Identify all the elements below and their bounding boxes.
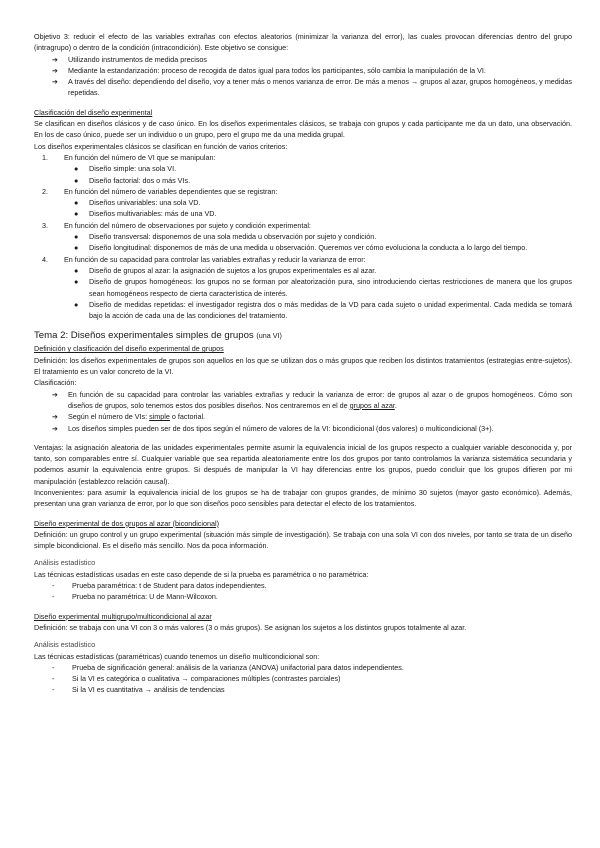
list-item: ➔ En función de su capacidad para controlar las variables extrañas y reducir la varianza de error: de grupos al azar o de grupos homogéneos. Cómo son diseños de grupos, solo tenemos estos dos posibles diseños. Nos centraremos en el de grupos al azar. — [52, 389, 572, 410]
list-item: 4. En función de su capacidad para controlar las variables extrañas y reducir la varianza de error: — [42, 254, 366, 264]
list-item: ● Diseño de grupos al azar: la asignación de sujetos a los grupos experimentales es al azar. — [74, 265, 377, 275]
bullet-icon: ● — [74, 198, 79, 208]
paragraph: Definición: un grupo control y un grupo experimental (situación más simple de investigación). Se trabaja con una sola VI con dos niveles, por tanto se trata de un diseño simple bicondicional. Es el diseño más sencillo. Nos da poca información. — [34, 529, 572, 551]
list-item: ● Diseño simple: una sola VI. — [74, 164, 177, 174]
bullet-icon: ● — [74, 164, 79, 174]
list-item: ➔ A través del diseño: dependiendo del diseño, voy a tener más o menos varianza de error. De más a menos → grupos al azar, grupos homogéneos, y medidas repetidas. — [52, 77, 572, 98]
list-item: - Prueba de significación general: análisis de la varianza (ANOVA) unifactorial para datos independientes. — [52, 662, 404, 672]
list-item: - Si la VI es cuantitativa → análisis de tendencias — [52, 685, 225, 695]
list-item: ● Diseño transversal: disponemos de una sola medida u observación por sujeto y condición. — [74, 232, 377, 242]
dash-icon: - — [52, 592, 55, 602]
section-heading: Clasificación del diseño experimental — [34, 107, 153, 117]
list-item: ● Diseño factorial: dos o más VIs. — [74, 175, 191, 185]
bullet-icon: ● — [74, 232, 79, 242]
paragraph: Definición: se trabaja con una VI con 3 o más valores (3 o más grupos). Se asignan los sujetos a los distintos grupos totalmente al azar. — [34, 622, 467, 632]
subsection-heading: Análisis estadístico — [34, 640, 96, 650]
dash-icon: - — [52, 662, 55, 672]
section-heading: Diseño experimental multigrupo/multicondicional al azar — [34, 611, 212, 621]
list-item: ● Diseño de grupos homogéneos: los grupos no se forman por aleatorización pura, sino introduciendo ciertas restricciones de manera que los grupos sean homogéneos respecto de cierta característica de interés. — [74, 277, 572, 298]
bullet-icon: ● — [74, 277, 79, 287]
dash-icon: - — [52, 685, 55, 695]
list-item: ● Diseños multivariables: más de una VD. — [74, 209, 217, 219]
dash-icon: - — [52, 581, 55, 591]
arrow-icon: ➔ — [52, 412, 59, 422]
section-heading: Diseño experimental de dos grupos al azar (bicondicional) — [34, 518, 219, 528]
bullet-icon: ● — [74, 209, 79, 219]
list-item: ➔ Utilizando instrumentos de medida precisos — [52, 54, 208, 64]
list-item: - Si la VI es categórica o cualitativa → comparaciones múltiples (contrastes parciales) — [52, 674, 341, 684]
bullet-icon: ● — [74, 175, 79, 185]
paragraph: Las técnicas estadísticas usadas en este caso depende de si la prueba es paramétrica o no paramétrica: — [34, 569, 369, 579]
list-item: ● Diseño longitudinal: disponemos de más de una medida u observación. Queremos ver cómo evoluciona la conducta a lo largo del tiempo. — [74, 243, 528, 253]
list-item: - Prueba no paramétrica: U de Mann-Wilcoxon. — [52, 592, 218, 602]
arrow-icon: ➔ — [52, 423, 59, 433]
bullet-icon: ● — [74, 243, 79, 253]
arrow-icon: ➔ — [52, 77, 59, 87]
list-item: 2. En función del número de variables dependientes que se registran: — [42, 186, 278, 196]
chapter-title: Tema 2: Diseños experimentales simples de grupos (una VI) — [34, 330, 282, 342]
list-item: ➔ Los diseños simples pueden ser de dos tipos según el número de valores de la VI: bicondicional (dos valores) o multicondicional (3+). — [52, 423, 494, 433]
list-item: ● Diseño de medidas repetidas: el investigador registra dos o más medidas de la VD para cada sujeto o unidad experimental. Cada medida se tomará bajo la acción de cada una de las condiciones del tratamiento. — [74, 299, 572, 321]
document-page — [34, 31, 572, 696]
paragraph: Definición: los diseños experimentales de grupos son aquellos en los que se utilizan dos o más grupos que reciben los distintos tratamientos (estrategias entre-sujetos). El tratamiento es un valor concreto de la VI. — [34, 355, 572, 377]
paragraph: Los diseños experimentales clásicos se clasifican en función de varios criterios: — [34, 141, 288, 151]
dash-icon: - — [52, 674, 55, 684]
list-item: ➔ Mediante la estandarización: proceso de recogida de datos igual para todos los participantes, sólo cambia la manipulación de la VI. — [52, 65, 486, 75]
bullet-icon: ● — [74, 299, 79, 309]
list-item: - Prueba paramétrica: t de Student para datos independientes. — [52, 581, 267, 591]
arrow-icon: ➔ — [52, 389, 59, 399]
label: Clasificación: — [34, 378, 77, 388]
subsection-heading: Análisis estadístico — [34, 558, 96, 568]
objetivo3-paragraph: Objetivo 3: reducir el efecto de las variables extrañas con efectos aleatorios (minimizar la varianza del error), las cuales provocan diferencias dentro del grupo (intragrupo) o dentro de la condición (intracondición). Este objetivo se consigue: — [34, 32, 572, 53]
list-item: 1. En función del número de VI que se manipulan: — [42, 152, 216, 162]
paragraph: Las técnicas estadísticas (paramétricas) cuando tenemos un diseño multicondicional son: — [34, 651, 320, 661]
list-item: ➔ Según el número de VIs: simple o factorial. — [52, 412, 206, 422]
bullet-icon: ● — [74, 265, 79, 275]
list-item: ● Diseños univariables: una sola VD. — [74, 198, 201, 208]
list-item: 3. En función del número de observaciones por sujeto y condición experimental: — [42, 220, 311, 230]
arrow-icon: ➔ — [52, 54, 59, 64]
arrow-icon: ➔ — [52, 65, 59, 75]
paragraph: Inconvenientes: para asumir la equivalencia inicial de los grupos se ha de trabajar con grupos grandes, de mínimo 30 sujetos (mayor gasto económico). Además, presentan una gran varianza de error, por lo que son diseños poco sensibles para detectar el efecto de los tratamientos. — [34, 487, 572, 509]
paragraph: Ventajas: la asignación aleatoria de las unidades experimentales permite asumir la equivalencia inicial de los grupos respecto a cualquier variable desconocida y, por tanto, son comparables entre sí. Cualquier variable que sea repartida aleatoriamente entre los dos grupos por tanto controlamos la varianza sistemática secundaria y podemos asumir la equivalencia entre grupos. Si después de manipular la VI hay diferencias entre los grupos, puedo concluir que los grupos difieren por mi manipulación (establezco relación causal). — [34, 442, 572, 486]
paragraph: Se clasifican en diseños clásicos y de caso único. En los diseños experimentales clásicos, se trabaja con grupos y cada participante me da un dato, una observación. En los de caso único, puede ser un individuo o un grupo, pero el grupo me da una medida grupal. — [34, 119, 572, 140]
section-heading: Definición y clasificación del diseño experimental de grupos — [34, 344, 224, 354]
